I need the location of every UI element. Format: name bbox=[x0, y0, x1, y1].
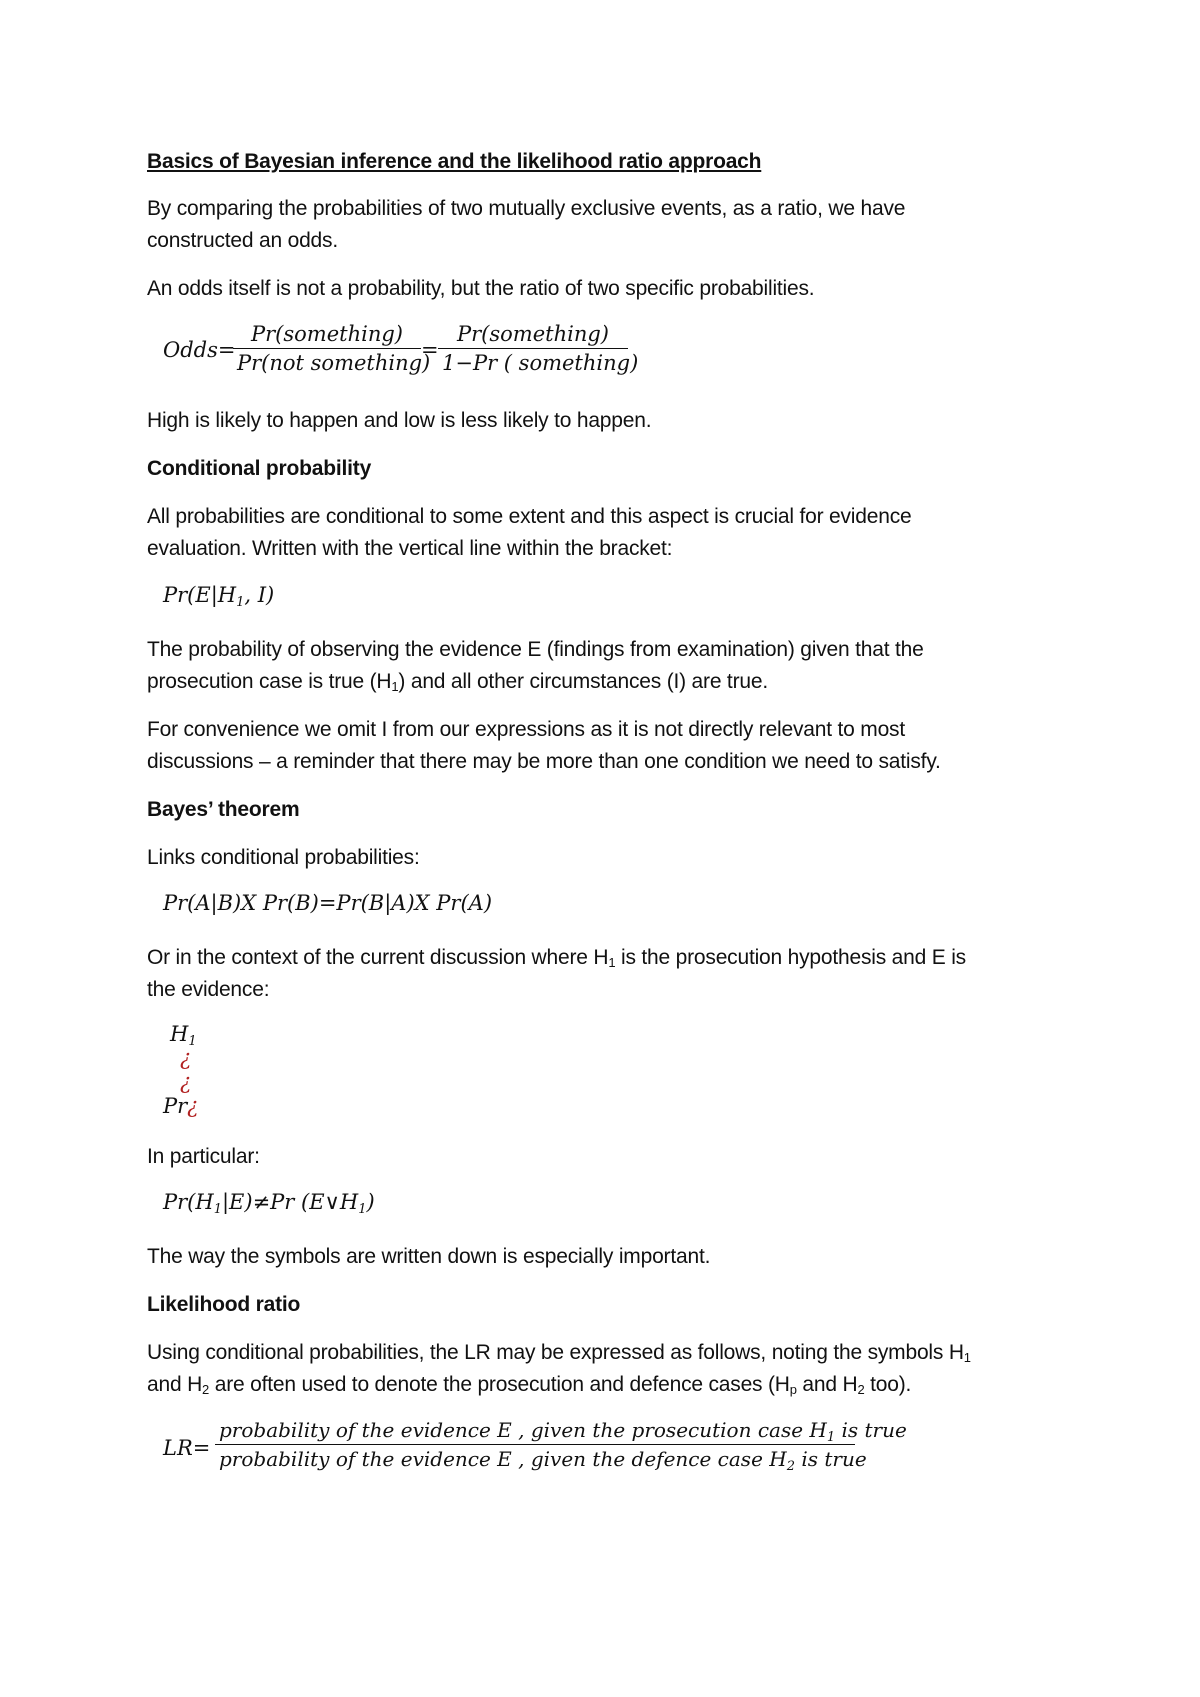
likelihood-heading: Likelihood ratio bbox=[147, 1293, 301, 1316]
likelihood-line-1-sub: 1 bbox=[963, 1350, 971, 1365]
bayes-context-1a: Or in the context of the current discussion where H bbox=[147, 946, 609, 969]
lr-fraction bbox=[215, 1418, 907, 1474]
likelihood-line-2a: and H bbox=[147, 1373, 203, 1396]
lr-den-sub: 2 bbox=[786, 1459, 795, 1474]
likelihood-line-2-sub-1: 2 bbox=[202, 1382, 210, 1397]
lr-numerator bbox=[215, 1418, 907, 1445]
conditional-formula-sub: 1 bbox=[236, 595, 245, 610]
omit-line-2: discussions – a reminder that there may be more than one condition we need to satisfy. bbox=[147, 750, 941, 773]
fraction-bar bbox=[438, 348, 628, 349]
ineq-c: ) bbox=[366, 1190, 375, 1214]
likelihood-line-2c: and H bbox=[796, 1373, 858, 1396]
lr-lhs: LR= bbox=[163, 1436, 211, 1460]
stack-glyph-1: ¿ bbox=[180, 1046, 192, 1070]
stack-h-letter: H bbox=[170, 1022, 189, 1046]
stack-pr bbox=[163, 1094, 198, 1118]
particular-label: In particular: bbox=[147, 1145, 260, 1168]
ineq-sub-2: 1 bbox=[358, 1202, 367, 1217]
lr-num-b: is true bbox=[835, 1418, 907, 1442]
symbols-note: The way the symbols are written down is especially important. bbox=[147, 1245, 711, 1268]
fraction-bar bbox=[215, 1444, 855, 1445]
bayes-context-2: the evidence: bbox=[147, 978, 270, 1001]
odds-numerator-1: Pr(something) bbox=[251, 322, 403, 346]
odds-note: High is likely to happen and low is less likely to happen. bbox=[147, 409, 652, 432]
lr-den-a: probability of the evidence E , given the defence case H bbox=[219, 1447, 787, 1471]
lr-num-a: probability of the evidence E , given the prosecution case H bbox=[219, 1418, 827, 1442]
odds-denominator-1: Pr(not something) bbox=[237, 351, 431, 375]
fraction-bar bbox=[233, 348, 421, 349]
ineq-b: |E)≠Pr (E∨H bbox=[221, 1190, 359, 1214]
odds-fraction-1 bbox=[233, 322, 431, 375]
conditional-line-1: All probabilities are conditional to some extent and this aspect is crucial for evidence bbox=[147, 505, 912, 528]
bayes-context-1-sub: 1 bbox=[608, 955, 616, 970]
odds-fraction-2 bbox=[438, 322, 639, 375]
conditional-formula-b: , I) bbox=[244, 583, 275, 607]
omit-line-1: For convenience we omit I from our expressions as it is not directly relevant to most bbox=[147, 718, 905, 741]
bayes-context-1 bbox=[147, 942, 1067, 974]
intro-line-3: An odds itself is not a probability, but the ratio of two specific probabilities. bbox=[147, 277, 815, 300]
bayes-formula: Pr(A|B)X Pr(B)=Pr(B|A)X Pr(A) bbox=[163, 891, 493, 915]
stack-h-sub: 1 bbox=[188, 1034, 197, 1049]
stack-glyph-2: ¿ bbox=[180, 1070, 192, 1094]
stack-h1 bbox=[170, 1022, 197, 1049]
odds-lhs: Odds= bbox=[163, 338, 236, 362]
likelihood-line-2d: too). bbox=[864, 1373, 912, 1396]
likelihood-line-2b: are often used to denote the prosecution and defence cases (H bbox=[209, 1373, 790, 1396]
page-title: Basics of Bayesian inference and the likelihood ratio approach bbox=[147, 150, 762, 173]
conditional-heading: Conditional probability bbox=[147, 457, 372, 480]
conditional-desc-2a: prosecution case is true (H bbox=[147, 670, 392, 693]
lr-denominator bbox=[215, 1447, 867, 1474]
bayes-intro: Links conditional probabilities: bbox=[147, 846, 420, 869]
lr-num-sub: 1 bbox=[826, 1430, 836, 1445]
likelihood-line-2 bbox=[147, 1369, 1067, 1401]
stack-pr-text: Pr bbox=[163, 1094, 188, 1118]
intro-line-2: constructed an odds. bbox=[147, 229, 338, 252]
likelihood-line-2-sub-2: p bbox=[789, 1382, 797, 1397]
odds-numerator-2: Pr(something) bbox=[457, 322, 609, 346]
bayes-context-1b: is the prosecution hypothesis and E is bbox=[615, 946, 966, 969]
bayes-heading: Bayes’ theorem bbox=[147, 798, 300, 821]
conditional-desc-2 bbox=[147, 666, 1067, 698]
conditional-formula-a: Pr(E|H bbox=[163, 583, 237, 607]
conditional-line-2: evaluation. Written with the vertical line within the bracket: bbox=[147, 537, 673, 560]
conditional-desc-1: The probability of observing the evidence E (findings from examination) given that the bbox=[147, 638, 924, 661]
intro-line-1: By comparing the probabilities of two mutually exclusive events, as a ratio, we have bbox=[147, 197, 906, 220]
ineq-sub-1: 1 bbox=[213, 1202, 222, 1217]
conditional-desc-2-sub: 1 bbox=[391, 679, 399, 694]
inequality-formula bbox=[163, 1190, 375, 1217]
conditional-desc-2b: ) and all other circumstances (I) are true. bbox=[398, 670, 768, 693]
ineq-a: Pr(H bbox=[163, 1190, 214, 1214]
lr-den-b: is true bbox=[795, 1447, 867, 1471]
likelihood-line-1 bbox=[147, 1337, 1067, 1369]
odds-equals: = bbox=[421, 338, 439, 362]
stack-glyph-3: ¿ bbox=[187, 1094, 199, 1118]
conditional-formula bbox=[163, 583, 275, 610]
odds-denominator-2: 1−Pr ( something) bbox=[442, 351, 639, 375]
likelihood-line-2-sub-3: 2 bbox=[857, 1382, 865, 1397]
likelihood-line-1a: Using conditional probabilities, the LR may be expressed as follows, noting the symbols H bbox=[147, 1341, 964, 1364]
